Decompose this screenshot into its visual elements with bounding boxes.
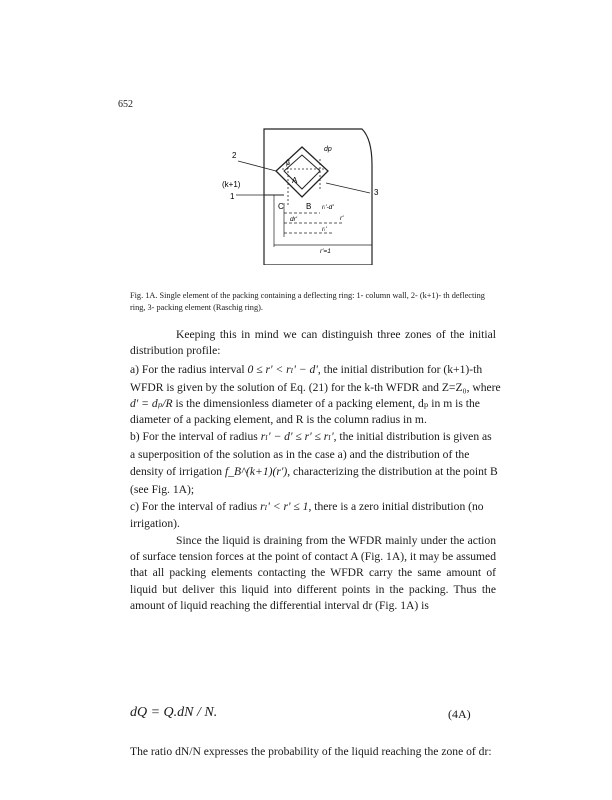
item-b-line-1: b) For the interval of radius rₗ' − d' ≤ r' ≤ rₗ', the initial distribution is given as <box>130 430 492 443</box>
paragraph-intro: Keeping this in mind we can distinguish three zones of the initial distribution profile: <box>130 328 496 358</box>
math-interval-c: rₗ' < r' ≤ 1 <box>260 500 309 513</box>
math-interval-a: 0 ≤ r' < rₗ' − d' <box>247 363 318 376</box>
closing-line: The ratio dN/N expresses the probability of the liquid reaching the zone of dr: <box>130 745 492 758</box>
fig-label-dp: dp <box>324 146 332 153</box>
page-number: 652 <box>118 99 133 110</box>
packing-figure <box>222 125 402 265</box>
item-a-line-4: diameter of a packing element, and R is the column radius in m. <box>130 413 427 426</box>
fig-label-beta: β <box>286 160 291 167</box>
fig-label-b: B <box>306 202 312 211</box>
item-b-line-3: density of irrigation f_B^(k+1)(r'), characterizing the distribution at the point B <box>130 465 498 478</box>
item-a-line-2: WFDR is given by the solution of Eq. (21) for the k-th WFDR and Z=Z₀, where <box>130 381 501 394</box>
math-d-prime: d' = dₚ/R <box>130 397 173 410</box>
equation-number: (4A) <box>448 707 471 721</box>
figure-caption: Fig. 1A. Single element of the packing containing a deflecting ring: 1- column wall, 2- (k+1)- th deflecting ring, 3- packing element (Raschig ring). <box>130 291 485 312</box>
item-a-line-3: d' = dₚ/R is the dimensionless diameter of a packing element, dₚ in m is the <box>130 397 480 410</box>
fig-label-dr: dr' <box>290 216 298 223</box>
column-outline <box>264 129 372 265</box>
fig-label-rl: rₗ' <box>322 226 327 233</box>
paragraph-draining: Since the liquid is draining from the WFDR mainly under the action of surface tension forces at the point of contact A (Fig. 1A), it may be assumed that all packing elements contacting the WFDR carry the same amount of liquid but deliver this liquid into different points in the packing. Thus the amount of liquid reaching the differential interval dr (Fig. 1A) is <box>130 534 496 612</box>
fig-label-k1: (k+1) <box>222 180 241 189</box>
fig-label-rl-minus-d: rₗ'-d' <box>322 204 334 211</box>
fig-label-3: 3 <box>374 188 379 197</box>
fig-label-r1: r'=1 <box>320 248 331 255</box>
fig-label-c: C <box>278 202 284 211</box>
fig-label-a: A <box>292 176 298 185</box>
fig-label-2: 2 <box>232 151 237 160</box>
fig-label-r: r' <box>340 215 344 222</box>
math-interval-b: rₗ' − d' ≤ r' ≤ rₗ' <box>260 430 334 443</box>
fig-label-1: 1 <box>230 192 235 201</box>
item-c-line-1: c) For the interval of radius rₗ' < r' ≤ 1, there is a zero initial distribution (no <box>130 500 484 513</box>
item-b-line-4: (see Fig. 1A); <box>130 483 195 496</box>
item-c-line-2: irrigation). <box>130 517 180 530</box>
equation-4a: dQ = Q.dN / N. <box>130 705 218 720</box>
item-b-line-2: a superposition of the solution as in the case a) and the distribution of the <box>130 448 470 461</box>
item-a-line-1: a) For the radius interval 0 ≤ r' < rₗ' − d', the initial distribution for (k+1)-th <box>130 363 483 376</box>
math-irrigation-density: f_B^(k+1)(r') <box>225 465 288 478</box>
